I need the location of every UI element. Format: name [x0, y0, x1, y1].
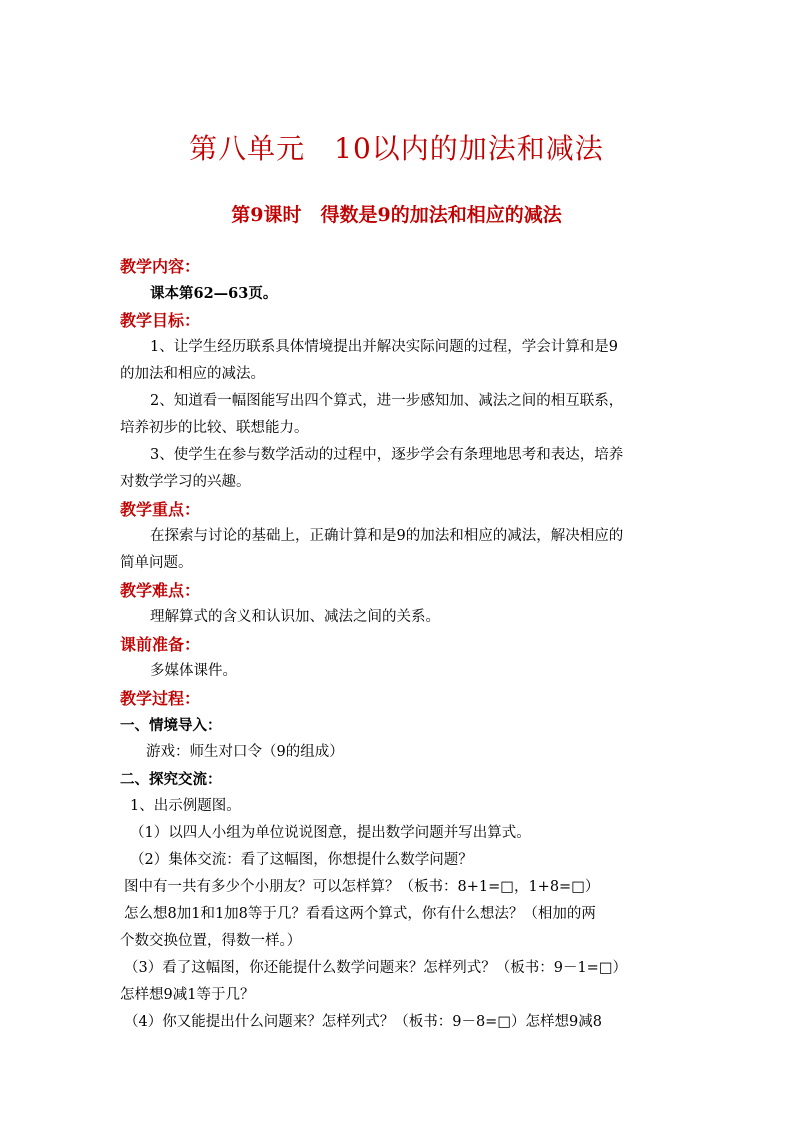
lesson-title: 第9课时 得数是9的加法和相应的减法 [231, 204, 562, 226]
section2-line: 图中有一共有多少个小朋友？可以怎样算？（板书：8+1=□，1+8=□） [124, 879, 600, 895]
key-points-heading: 教学重点： [120, 500, 201, 519]
section1-text: 游戏：师生对口令（9的组成） [146, 744, 344, 760]
goal-line: 培养初步的比较、联想能力。 [120, 420, 309, 436]
section2-heading: 二、探究交流： [120, 771, 222, 788]
section2-line: 1、出示例题图。 [130, 798, 241, 814]
section2-line: （3）看了这幅图，你还能提什么数学问题来？怎样列式？（板书：9－1=□） [124, 960, 628, 976]
section2-line: （2）集体交流：看了这幅图，你想提什么数学问题？ [130, 852, 473, 868]
section2-line: 怎么想8加1和1加8等于几？看看这两个算式，你有什么想法？（相加的两 [124, 906, 596, 922]
content-text: 课本第62—63页。 [150, 285, 278, 302]
section2-line: （4）你又能提出什么问题来？怎样列式？（板书：9－8=□）怎样想9减8 [124, 1014, 602, 1030]
preparation-heading: 课前准备： [120, 635, 201, 654]
section2-line: （1）以四人小组为单位说说图意，提出数学问题并写出算式。 [130, 825, 531, 841]
section1-heading: 一、情境导入： [120, 717, 222, 734]
content-heading: 教学内容： [120, 257, 201, 276]
preparation-text: 多媒体课件。 [150, 663, 237, 679]
goals-heading: 教学目标： [120, 311, 201, 330]
document-body [120, 253, 680, 1036]
difficulties-text: 理解算式的含义和认识加、减法之间的关系。 [150, 609, 440, 625]
goal-line: 2、知道看一幅图能写出四个算式，进一步感知加、减法之间的相互联系， [150, 393, 624, 409]
process-heading: 教学过程： [120, 689, 201, 708]
unit-title: 第八单元 10以内的加法和减法 [189, 132, 604, 165]
difficulties-heading: 教学难点： [120, 581, 201, 600]
section2-line: 怎样想9减1等于几？ [120, 987, 255, 1003]
goal-line: 对数学学习的兴趣。 [120, 474, 251, 490]
key-point-line: 简单问题。 [120, 555, 193, 571]
section2-line: 个数交换位置，得数一样。） [120, 933, 302, 949]
goal-line: 3、使学生在参与数学活动的过程中，逐步学会有条理地思考和表达，培养 [150, 447, 624, 463]
key-point-line: 在探索与讨论的基础上，正确计算和是9的加法和相应的减法，解决相应的 [150, 528, 624, 544]
goal-line: 1、让学生经历联系具体情境提出并解决实际问题的过程，学会计算和是9 [150, 339, 618, 355]
goal-line: 的加法和相应的减法。 [120, 366, 265, 382]
